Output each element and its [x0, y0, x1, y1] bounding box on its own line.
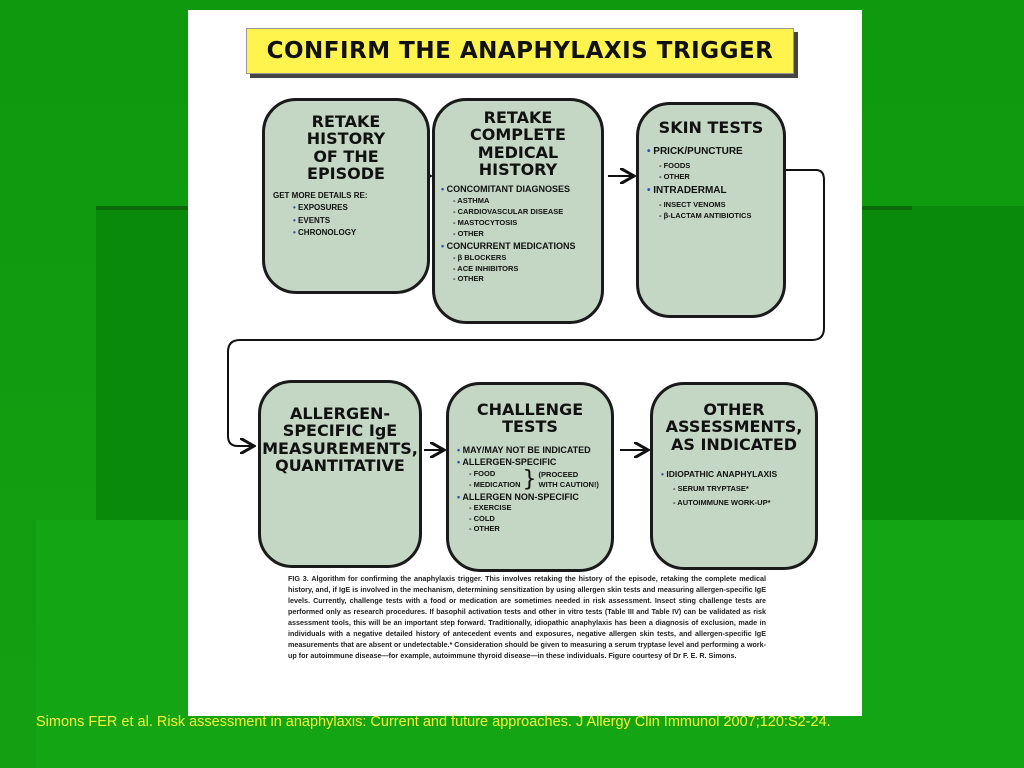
detail-item: - SERUM TRYPTASE*	[673, 484, 749, 494]
detail-item: - FOODS	[659, 160, 691, 170]
title-line: OTHER	[703, 400, 765, 419]
box-skin-tests	[636, 102, 786, 318]
box-title: SKIN TESTS	[658, 118, 764, 137]
box-retake-medical-history	[432, 98, 604, 324]
list-item: • INTRADERMAL	[647, 183, 775, 199]
list-item: • ALLERGEN-SPECIFIC	[457, 456, 603, 469]
title-line: CHALLENGE	[476, 400, 584, 419]
box-title	[435, 109, 601, 178]
detail-item: - OTHER	[453, 228, 484, 238]
list-item: • EVENTS	[273, 215, 419, 227]
title-line: AS INDICATED	[670, 434, 798, 454]
detail-item: - AUTOIMMUNE WORK-UP*	[673, 497, 771, 507]
title-line: EPISODE	[307, 163, 385, 183]
figure-caption: FIG 3. Algorithm for confirming the anaphylaxis trigger. This involves retaking the history of the episode, retaking the complete medical history, and, if IgE is involved in the mechanism, determining sensitization by using allergen skin tests and measuring allergen-specific IgE levels. Currently, challenge tests with a food or medication are sometimes needed in risk assessment. Insect sting challenge tests are performed only as research procedures. If basophil activation tests and other in vitro tests (Table III and Table IV) can be validated as risk assessment tools, this will be an important step forward. Traditionally, idiopathic anaphylaxis has been a diagnosis of exclusion, made in individuals with a negative detailed history of antecedent events and exposures, negative allergen skin tests, and allergen-specific IgE measurements that are absent or undetectable.* Consideration should be given to measuring a serum tryptase level and performing a work-up for autoimmune disease—for example, autoimmune thyroid disease—in these individuals. Figure courtesy of Dr F. E. R. Simons.	[288, 574, 766, 660]
list-item: • MAY/MAY NOT BE INDICATED	[457, 444, 603, 457]
detail-item: - EXERCISE	[469, 503, 512, 513]
box-allergen-specific-ige	[258, 380, 422, 568]
title-line: MEASUREMENTS,	[262, 438, 418, 458]
proceed-note: (PROCEED	[538, 469, 579, 479]
title-line: MEDICAL	[477, 142, 559, 162]
detail-item: - MEDICATION	[469, 479, 521, 489]
list-item: • CONCURRENT MEDICATIONS	[441, 240, 595, 253]
figure-image	[188, 10, 862, 716]
list-item: • ALLERGEN NON-SPECIFIC	[457, 491, 603, 504]
box-retake-history	[262, 98, 430, 294]
list-item: • CHRONOLOGY	[273, 227, 419, 239]
title-line: HISTORY	[306, 129, 386, 149]
list-item: • IDIOPATHIC ANAPHYLAXIS	[661, 467, 807, 482]
title-line: COMPLETE	[470, 125, 566, 145]
box-challenge-tests	[446, 382, 614, 572]
title-line: RETAKE	[483, 108, 553, 127]
box-title	[653, 401, 815, 453]
detail-item: - β BLOCKERS	[453, 252, 507, 262]
detail-item: - COLD	[469, 513, 495, 523]
detail-item: - MASTOCYTOSIS	[453, 217, 518, 227]
list-item: • PRICK/PUNCTURE	[647, 144, 775, 160]
box-title	[449, 401, 611, 436]
title-line: TESTS	[502, 417, 558, 437]
box-subtitle: GET MORE DETAILS RE:	[273, 191, 368, 201]
brace-icon: }	[522, 466, 537, 492]
box-title	[261, 405, 419, 474]
detail-item: - ACE INHIBITORS	[453, 263, 519, 273]
box-title	[265, 113, 427, 182]
list-item: • EXPOSURES	[273, 202, 419, 214]
detail-item: - ASTHMA	[453, 196, 490, 206]
detail-item: - INSECT VENOMS	[659, 199, 726, 209]
box-other-assessments	[650, 382, 818, 570]
title-line: QUANTITATIVE	[275, 455, 405, 475]
detail-item: - β-LACTAM ANTIBIOTICS	[659, 211, 752, 221]
citation-credit: Simons FER et al. Risk assessment in anaphylaxis: Current and future approaches. J Allergy Clin Immunol 2007;120:S2-24.	[36, 714, 831, 730]
detail-item: - OTHER	[469, 524, 500, 534]
proceed-note: WITH CAUTION!)	[538, 479, 599, 489]
title-line: OF THE	[313, 146, 379, 166]
detail-item: - OTHER	[453, 274, 484, 284]
list-item: • CONCOMITANT DIAGNOSES	[441, 183, 595, 196]
figure-title: CONFIRM THE ANAPHYLAXIS TRIGGER	[266, 38, 774, 64]
title-line: RETAKE	[311, 112, 381, 131]
title-line: ALLERGEN-	[289, 404, 391, 423]
detail-item: - FOOD	[469, 469, 496, 479]
proceed-group	[457, 466, 603, 492]
detail-item: - CARDIOVASCULAR DISEASE	[453, 206, 564, 216]
detail-item: - OTHER	[659, 172, 690, 182]
title-line: HISTORY	[478, 159, 558, 179]
title-line: SPECIFIC IgE	[282, 421, 398, 441]
title-banner	[246, 28, 794, 74]
title-line: ASSESSMENTS,	[665, 417, 803, 437]
